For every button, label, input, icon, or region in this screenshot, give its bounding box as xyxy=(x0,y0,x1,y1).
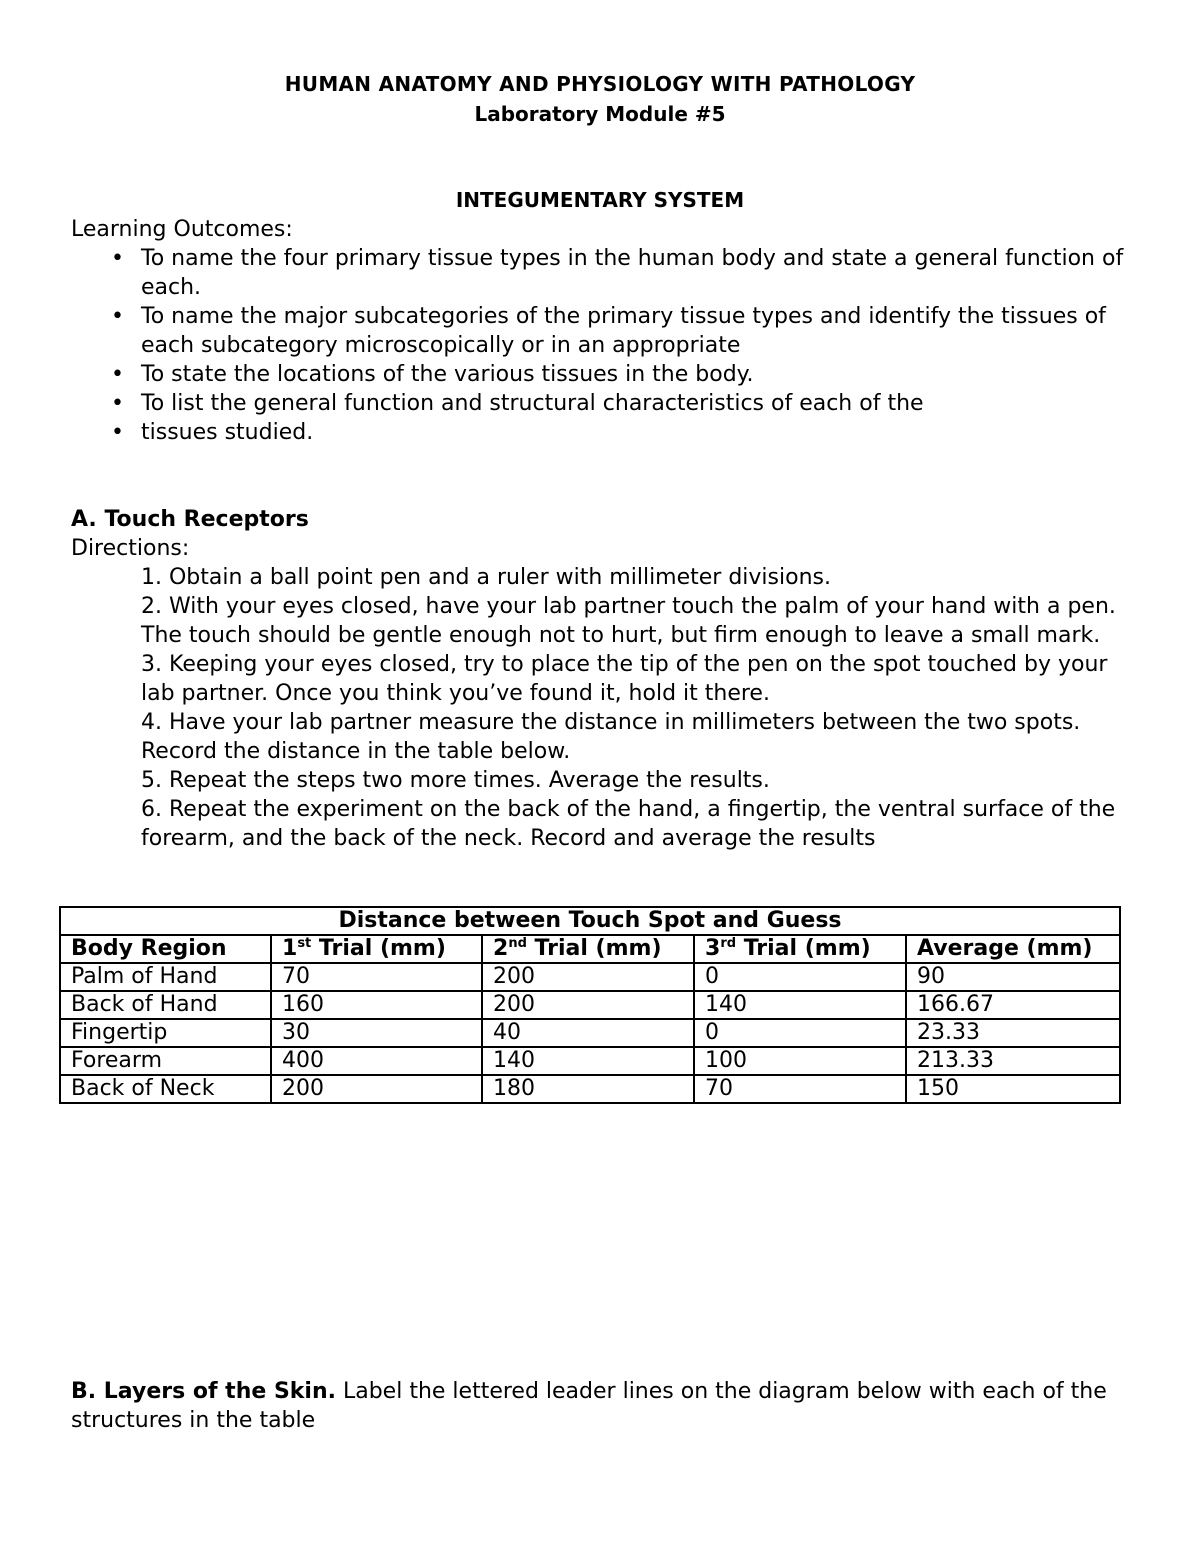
cell-trial-2: 200 xyxy=(482,991,694,1019)
table-caption: Distance between Touch Spot and Guess xyxy=(60,907,1120,935)
cell-region: Back of Neck xyxy=(60,1075,271,1103)
cell-trial-3: 70 xyxy=(694,1075,906,1103)
directions-label: Directions: xyxy=(71,536,190,561)
header-average: Average (mm) xyxy=(906,935,1120,963)
cell-trial-2: 140 xyxy=(482,1047,694,1075)
section-b-text: Label the lettered leader lines on the diagram below with each of the structures in the table xyxy=(71,1379,1107,1433)
cell-trial-1: 400 xyxy=(271,1047,482,1075)
outcome-item: • tissues studied. xyxy=(71,418,1131,447)
table-row xyxy=(60,1019,1120,1047)
cell-trial-3: 0 xyxy=(694,963,906,991)
table-row xyxy=(60,991,1120,1019)
outcome-item: • To name the major subcategories of the primary tissue types and identify the tissues of each subcategory microscopically or in an appropriate xyxy=(71,302,1131,360)
direction-step: 4. Have your lab partner measure the distance in millimeters between the two spots. Record the distance in the table below. xyxy=(141,710,1081,764)
direction-step: 2. With your eyes closed, have your lab partner touch the palm of your hand with a pen. The touch should be gentle enough not to hurt, but firm enough to leave a small mark. xyxy=(141,594,1116,648)
cell-average: 23.33 xyxy=(906,1019,1120,1047)
cell-region: Palm of Hand xyxy=(60,963,271,991)
cell-average: 213.33 xyxy=(906,1047,1120,1075)
section-a-heading: A. Touch Receptors xyxy=(71,507,309,532)
cell-region: Back of Hand xyxy=(60,991,271,1019)
cell-average: 90 xyxy=(906,963,1120,991)
cell-region: Fingertip xyxy=(60,1019,271,1047)
outcome-item: • To state the locations of the various tissues in the body. xyxy=(71,360,1131,389)
header-body-region: Body Region xyxy=(60,935,271,963)
learning-outcomes-list xyxy=(71,244,1131,447)
cell-trial-2: 180 xyxy=(482,1075,694,1103)
directions-steps xyxy=(141,563,1126,853)
cell-trial-1: 30 xyxy=(271,1019,482,1047)
touch-distance-table xyxy=(59,906,1121,1104)
section-b-heading: B. Layers of the Skin. xyxy=(71,1379,336,1404)
direction-step: 3. Keeping your eyes closed, try to place the tip of the pen on the spot touched by your lab partner. Once you think you’ve found it, hold it there. xyxy=(141,652,1108,706)
cell-trial-2: 40 xyxy=(482,1019,694,1047)
document-title: HUMAN ANATOMY AND PHYSIOLOGY WITH PATHOLOGY xyxy=(284,72,916,96)
table-row xyxy=(60,963,1120,991)
cell-average: 166.67 xyxy=(906,991,1120,1019)
header-trial-3: 3rd Trial (mm) xyxy=(694,935,906,963)
outcome-item: • To name the four primary tissue types in the human body and state a general function of each. xyxy=(71,244,1131,302)
cell-trial-1: 70 xyxy=(271,963,482,991)
header-trial-2: 2nd Trial (mm) xyxy=(482,935,694,963)
direction-step: 1. Obtain a ball point pen and a ruler with millimeter divisions. xyxy=(141,565,831,590)
cell-region: Forearm xyxy=(60,1047,271,1075)
cell-trial-1: 160 xyxy=(271,991,482,1019)
table-row xyxy=(60,1047,1120,1075)
cell-trial-2: 200 xyxy=(482,963,694,991)
cell-average: 150 xyxy=(906,1075,1120,1103)
outcome-item: • To list the general function and structural characteristics of each of the xyxy=(71,389,1131,418)
module-number: Laboratory Module #5 xyxy=(474,102,726,126)
cell-trial-1: 200 xyxy=(271,1075,482,1103)
section-b-paragraph xyxy=(71,1377,1131,1435)
cell-trial-3: 140 xyxy=(694,991,906,1019)
table-header-row xyxy=(60,935,1120,963)
cell-trial-3: 0 xyxy=(694,1019,906,1047)
direction-step: 6. Repeat the experiment on the back of the hand, a fingertip, the ventral surface of the forearm, and the back of the neck. Record and average the results xyxy=(141,797,1116,851)
section-title: INTEGUMENTARY SYSTEM xyxy=(455,188,745,212)
direction-step: 5. Repeat the steps two more times. Average the results. xyxy=(141,768,770,793)
header-trial-1: 1st Trial (mm) xyxy=(271,935,482,963)
table-row xyxy=(60,1075,1120,1103)
cell-trial-3: 100 xyxy=(694,1047,906,1075)
learning-outcomes-label: Learning Outcomes: xyxy=(71,217,293,242)
